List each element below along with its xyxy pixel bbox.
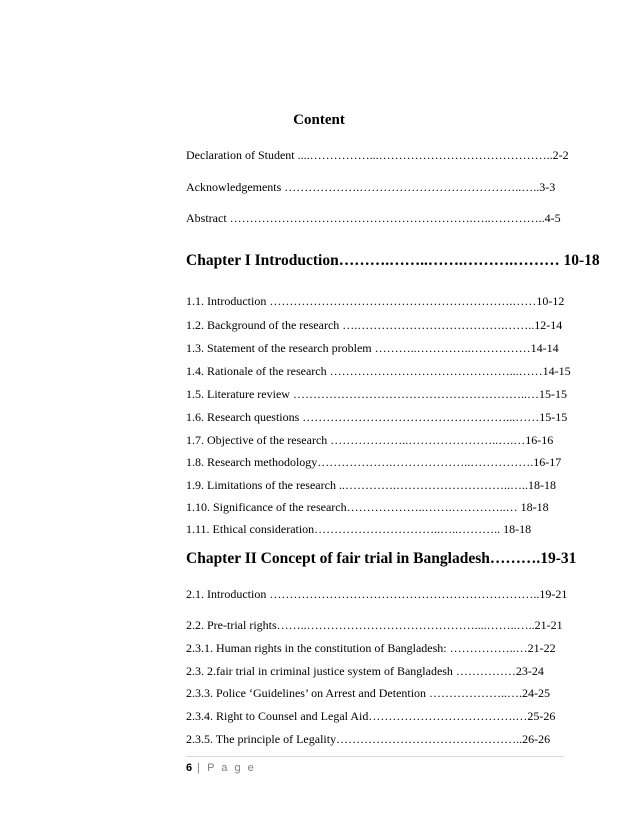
page-footer bbox=[186, 762, 256, 774]
toc-entry: 1.11. Ethical consideration…………………………..…..……….. 18-18 bbox=[186, 522, 532, 536]
toc-entry: 1.2. Background of the research ….……………………………….……..12-14 bbox=[186, 318, 563, 332]
toc-entry: 1.6. Research questions ……………………………………………...……15-15 bbox=[186, 410, 568, 424]
toc-chapter-heading: Chapter II Concept of fair trial in Bangladesh……….19-31 bbox=[186, 550, 577, 567]
toc-entry: 1.1. Introduction …………………………………………………….……10-12 bbox=[186, 294, 565, 308]
toc-entry: 1.9. Limitations of the research ..………….………………………..…..18-18 bbox=[186, 478, 556, 492]
page-title: Content bbox=[293, 112, 345, 128]
toc-entry: 2.3. 2.fair trial in criminal justice system of Bangladesh ……………23-24 bbox=[186, 664, 544, 678]
toc-entry: 1.10. Significance of the research………………..…….…………..… 18-18 bbox=[186, 500, 549, 514]
toc-entry: Abstract …………………………………………………….…..…………..4-5 bbox=[186, 211, 561, 225]
toc-entry: Declaration of Student ....……………...……………………………………..2-2 bbox=[186, 148, 569, 162]
toc-entry: 1.4. Rationale of the research ………………………………………...……14-15 bbox=[186, 364, 571, 378]
toc-entry: 1.5. Literature review …………………………………………………..…15-15 bbox=[186, 387, 567, 401]
toc-entry: 2.3.3. Police ‘Guidelines’ on Arrest and Detention ………………..….24-25 bbox=[186, 686, 551, 700]
footer-divider bbox=[186, 756, 564, 757]
toc-entry: 2.3.5. The principle of Legality………………………………………..26-26 bbox=[186, 732, 551, 746]
toc-entry: 2.1. Introduction …………………………………………………………..19-21 bbox=[186, 587, 568, 601]
toc-chapter-heading: Chapter I Introduction……….……..…….……….……… 10-18 bbox=[186, 252, 600, 269]
toc-entry: 1.7. Objective of the research ………………..…………………..….…16-16 bbox=[186, 433, 554, 447]
toc-entry: Acknowledgements ……………….…………………………………..…..3-3 bbox=[186, 180, 556, 194]
toc-entry: 2.2. Pre-trial rights……..……………………………………....……..…..21-21 bbox=[186, 618, 563, 632]
toc-entry: 2.3.4. Right to Counsel and Legal Aid……………………………….…25-26 bbox=[186, 709, 556, 723]
page-label: | P a g e bbox=[192, 762, 256, 774]
toc-entry: 1.3. Statement of the research problem ………..…………..……………14-14 bbox=[186, 341, 559, 355]
page-number: 6 bbox=[186, 762, 193, 774]
toc-entry: 2.3.1. Human rights in the constitution of Bangladesh: ……………..…21-22 bbox=[186, 641, 556, 655]
toc-entry: 1.8. Research methodology……………….………………..…………….16-17 bbox=[186, 455, 562, 469]
